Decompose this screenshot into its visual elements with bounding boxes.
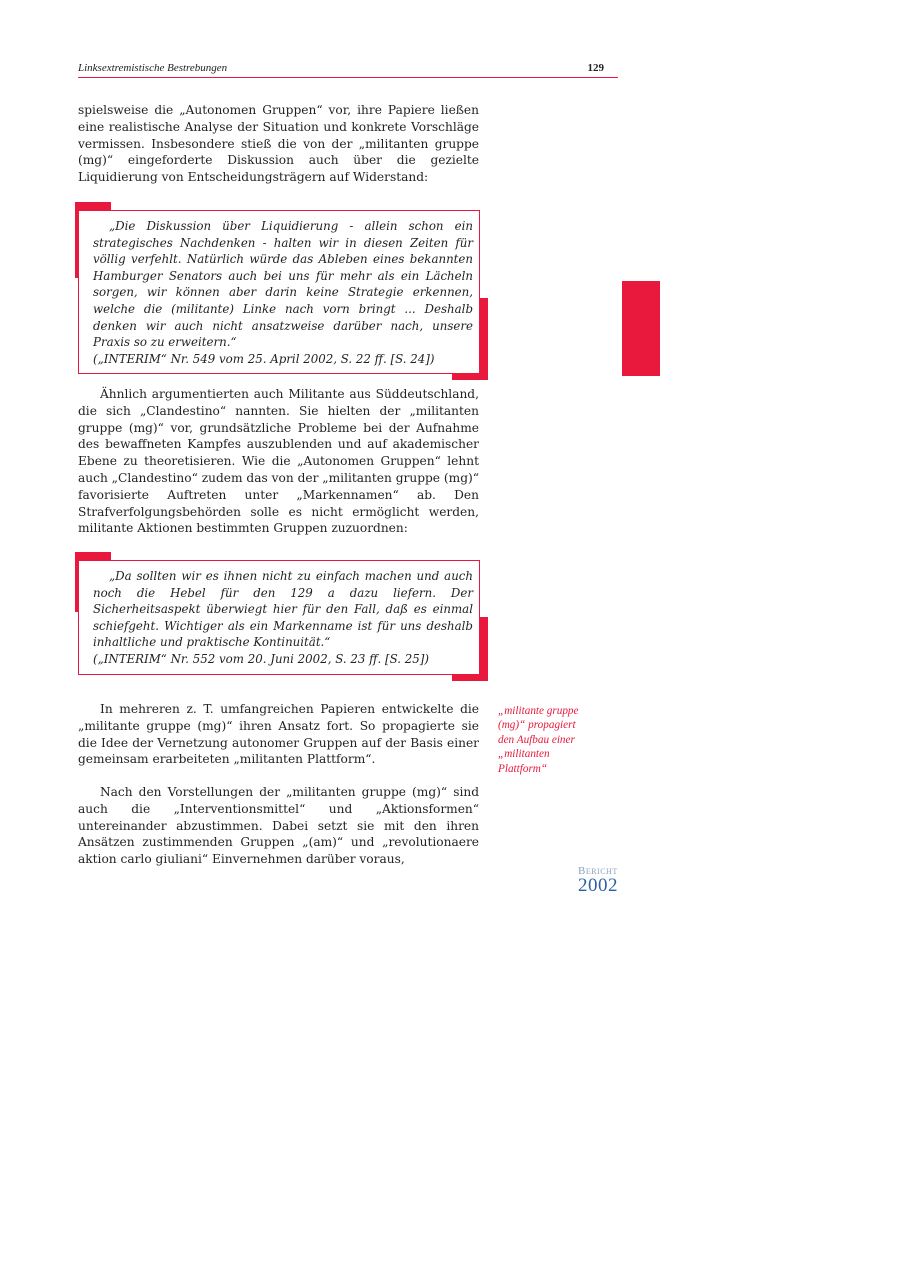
paragraph-3: In mehreren z. T. umfangreichen Papieren entwickelte die „militante gruppe (mg)“ ihren Ansatz fort. So propagierte sie die Idee der Vernetzung autonomer Gruppen auf der Basis einer gemeinsam erarbeiteten „militanten Plattform“. — [78, 702, 479, 767]
bericht-logo — [578, 866, 638, 894]
paragraph-4: Nach den Vorstellungen der „militanten gruppe (mg)“ sind auch die „Interventionsmittel“ und „Aktionsformen“ untereinander abzustimmen. Dabei setzt sie mit den ihren Ansätzen zustimmenden Gruppen „(am)“ und „revolutionaere aktion carlo giuliani“ Einvernehmen darüber voraus, — [78, 785, 479, 867]
quote-source: („INTERIM“ Nr. 549 vom 25. April 2002, S. 22 ff. [S. 24]) — [93, 351, 435, 366]
red-margin-marker — [622, 281, 660, 376]
logo-year: 2002 — [578, 875, 618, 896]
running-header — [78, 62, 618, 78]
section-title: Linksextremistische Bestrebungen — [78, 62, 228, 74]
logo-word: Bericht — [578, 865, 618, 877]
page-number: 129 — [587, 62, 604, 74]
paragraph-1: spielsweise die „Autonomen Gruppen“ vor, ihre Papiere ließen eine realistische Analyse der Situation und konkrete Vorschläge vermissen. Insbesondere stieß die von der „militanten gruppe (mg)“ eingeforderte Diskussion auch über die gezielte Liquidierung von Entscheidungsträgern auf Widerstand: — [78, 103, 479, 185]
quote-box — [78, 210, 480, 374]
quote-text: „Die Diskussion über Liquidierung - allein schon ein strategisches Nachdenken - halten wir in diesen Zeiten für völlig verfehlt. Natürlich würde das Ableben eines bekannten Hamburger Senators auch bei uns für mehr als ein Lächeln sorgen, wir können aber darin keine Strategie erkennen, welche die (militante) Linke nach vorn bringt ... Deshalb denken wir auch nicht ansatzweise darüber nach, unsere Praxis so zu erweitern.“ — [93, 219, 473, 350]
quote-source: („INTERIM“ Nr. 552 vom 20. Juni 2002, S. 23 ff. [S. 25]) — [93, 651, 429, 666]
quote-box — [78, 560, 480, 675]
margin-note: „militante gruppe (mg)“ propagiert den Aufbau einer „militanten Plattform“ — [498, 705, 579, 775]
paragraph-2: Ähnlich argumentierten auch Militante aus Süddeutschland, die sich „Clandestino“ nannten. Sie hielten der „militanten gruppe (mg)“ vor, grundsätzliche Probleme bei der Aufnahme des bewaffneten Kampfes auszublenden und auf akademischer Ebene zu theoretisieren. Wie die „Autonomen Gruppen“ lehnt auch „Clandestino“ zudem das von der „militanten gruppe (mg)“ favorisierte Auftreten unter „Markennamen“ ab. Den Strafverfolgungsbehörden solle es nicht ermöglicht werden, militante Aktionen bestimmten Gruppen zuzuordnen: — [78, 387, 479, 536]
quote-block-2 — [78, 560, 480, 675]
quote-block-1 — [78, 210, 480, 374]
quote-text: „Da sollten wir es ihnen nicht zu einfach machen und auch noch die Hebel für den 129 a dazu liefern. Der Sicherheitsaspekt überwiegt hier für den Fall, daß es einmal schiefgeht. Wichtiger als ein Markenname ist für uns deshalb inhaltliche und praktische Kontinuität.“ — [93, 569, 473, 650]
